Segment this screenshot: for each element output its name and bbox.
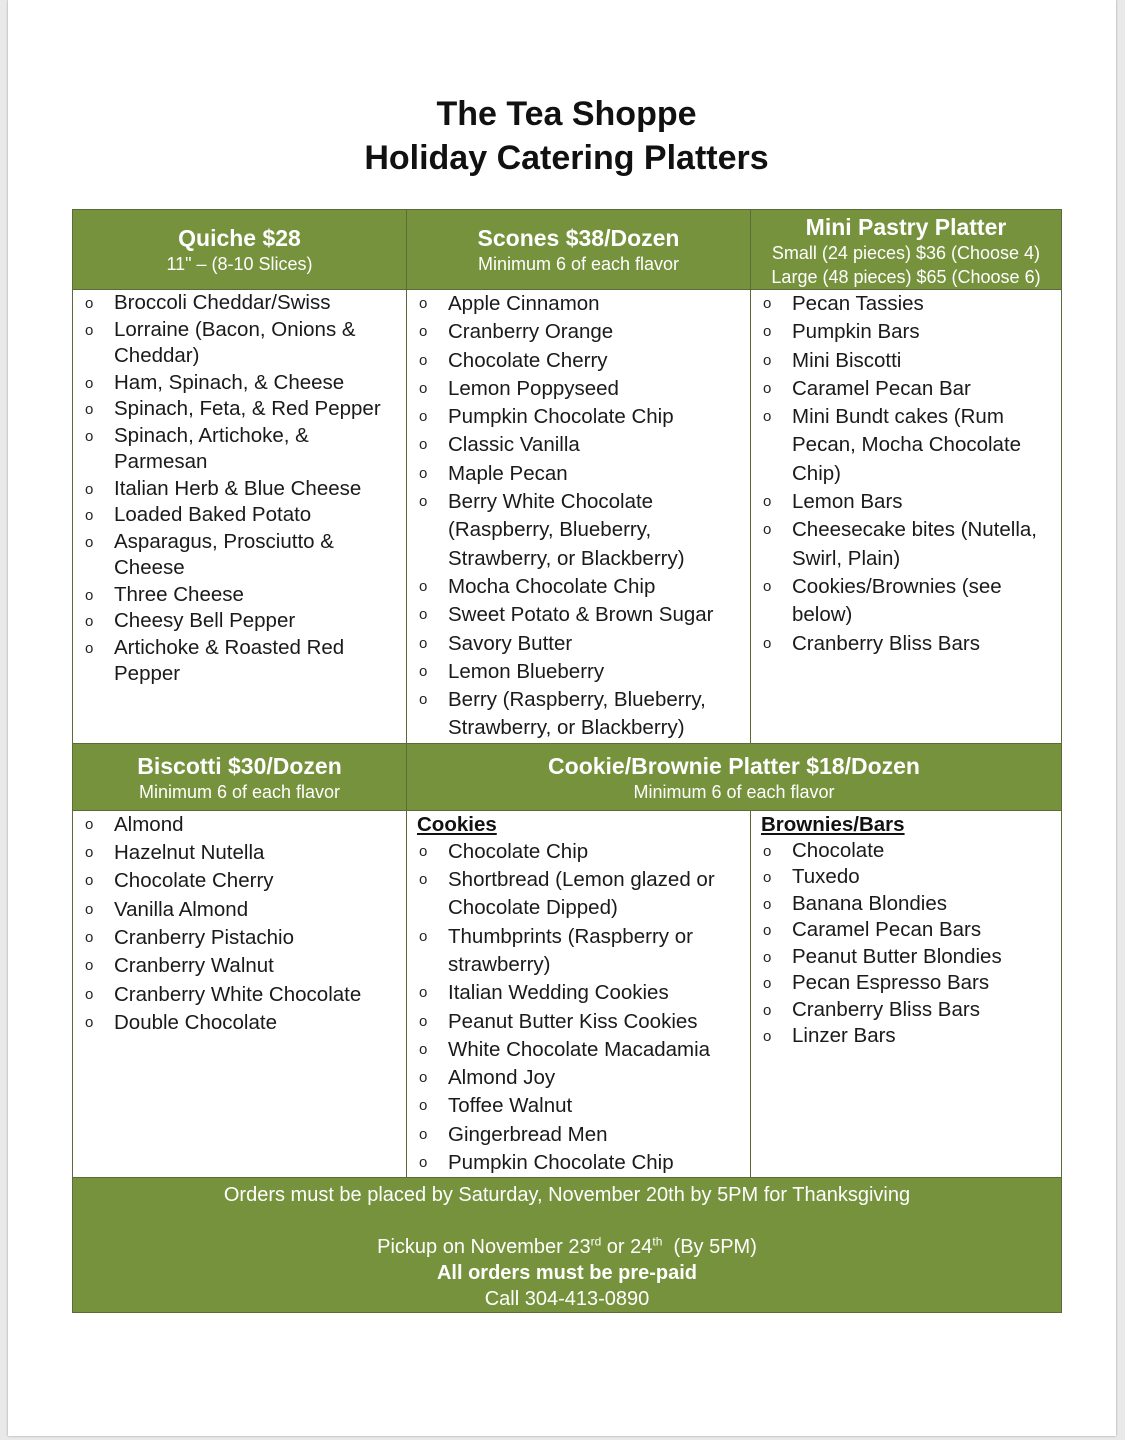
bullet-icon: o bbox=[85, 586, 94, 604]
quiche-cell bbox=[73, 290, 407, 744]
bullet-icon: o bbox=[419, 464, 428, 482]
pickup-sup-th: th bbox=[652, 1234, 663, 1249]
list-item bbox=[417, 318, 746, 346]
mini-pastry-list bbox=[751, 290, 1061, 658]
item-label: Linzer Bars bbox=[792, 1024, 896, 1048]
bullet-icon: o bbox=[419, 927, 428, 945]
item-label: Shortbread (Lemon glazed or Chocolate Dipped) bbox=[448, 868, 715, 920]
biscotti-name: Biscotti $30/Dozen bbox=[137, 752, 342, 779]
item-label: Pecan Espresso Bars bbox=[792, 971, 990, 995]
bullet-icon: o bbox=[763, 521, 772, 539]
list-item bbox=[83, 582, 402, 609]
list-item bbox=[417, 658, 746, 686]
bullet-icon: o bbox=[763, 351, 772, 369]
page-title: Holiday Catering Platters bbox=[364, 139, 769, 177]
item-label: Chocolate Cherry bbox=[114, 869, 274, 893]
item-label: Gingerbread Men bbox=[448, 1122, 608, 1146]
cookie-brownie-name: Cookie/Brownie Platter $18/Dozen bbox=[548, 752, 920, 779]
cookies-cell bbox=[407, 810, 751, 1178]
item-label: Cranberry Walnut bbox=[114, 954, 274, 978]
item-label: Lemon Poppyseed bbox=[448, 376, 619, 400]
list-item bbox=[83, 839, 402, 867]
order-info-footer bbox=[73, 1178, 1062, 1313]
item-label: Lemon Bars bbox=[792, 490, 903, 514]
list-item bbox=[417, 838, 746, 866]
item-label: Double Chocolate bbox=[114, 1010, 277, 1034]
item-label: Mini Biscotti bbox=[792, 348, 902, 372]
list-item bbox=[83, 476, 402, 503]
list-item bbox=[417, 573, 746, 601]
bullet-icon: o bbox=[763, 634, 772, 652]
brownies-label: Brownies/Bars bbox=[761, 812, 905, 836]
bullet-icon: o bbox=[419, 323, 428, 341]
list-item bbox=[83, 529, 402, 582]
list-item bbox=[417, 1092, 746, 1120]
item-label: Italian Herb & Blue Cheese bbox=[114, 476, 362, 500]
list-item bbox=[761, 970, 1057, 997]
list-item bbox=[761, 997, 1057, 1024]
bullet-icon: o bbox=[763, 1028, 772, 1046]
item-label: Artichoke & Roasted Red Pepper bbox=[114, 635, 345, 685]
bullet-icon: o bbox=[85, 613, 94, 630]
list-item bbox=[417, 347, 746, 375]
bullet-icon: o bbox=[419, 408, 428, 426]
list-item bbox=[417, 1121, 746, 1149]
list-item bbox=[83, 317, 402, 370]
list-item bbox=[761, 347, 1057, 375]
bullet-icon: o bbox=[419, 1097, 428, 1115]
item-label: Spinach, Feta, & Red Pepper bbox=[114, 397, 381, 420]
list-item bbox=[761, 944, 1057, 971]
item-label: Asparagus, Prosciutto & Cheese bbox=[114, 529, 334, 579]
cookies-list bbox=[407, 838, 750, 1178]
cookies-label: Cookies bbox=[417, 812, 497, 836]
bullet-icon: o bbox=[85, 957, 94, 975]
bullet-icon: o bbox=[419, 1040, 428, 1058]
bullet-icon: o bbox=[763, 1001, 772, 1019]
bullet-icon: o bbox=[419, 984, 428, 1002]
list-item bbox=[761, 573, 1057, 630]
item-label: Cranberry Orange bbox=[448, 320, 614, 344]
bullet-icon: o bbox=[419, 1125, 428, 1143]
quiche-name: Quiche $28 bbox=[178, 225, 301, 251]
item-label: Caramel Pecan Bar bbox=[792, 376, 971, 400]
list-item bbox=[417, 1064, 746, 1092]
list-item bbox=[83, 290, 402, 317]
bullet-icon: o bbox=[763, 922, 772, 940]
brownies-cell bbox=[751, 810, 1062, 1178]
list-item bbox=[83, 502, 402, 529]
mini-pastry-name: Mini Pastry Platter bbox=[805, 214, 1007, 240]
list-item bbox=[761, 488, 1057, 516]
item-label: Savory Butter bbox=[448, 631, 573, 655]
bullet-icon: o bbox=[85, 295, 94, 312]
list-item bbox=[83, 1009, 402, 1037]
pickup-sup-rd: rd bbox=[590, 1234, 602, 1249]
mini-pastry-cell bbox=[751, 290, 1062, 744]
list-item bbox=[417, 460, 746, 488]
list-item bbox=[417, 686, 746, 743]
quiche-sub: 11" – (8-10 Slices) bbox=[166, 254, 313, 274]
list-item bbox=[417, 866, 746, 923]
bullet-icon: o bbox=[85, 427, 94, 445]
list-item bbox=[761, 838, 1057, 865]
item-label: Pumpkin Bars bbox=[792, 320, 920, 344]
item-label: Tuxedo bbox=[792, 865, 860, 889]
bullet-icon: o bbox=[763, 869, 772, 887]
item-label: Cookies/Brownies (see below) bbox=[792, 574, 1002, 627]
pickup-text-b: or 24 bbox=[601, 1236, 653, 1259]
item-label: Apple Cinnamon bbox=[448, 292, 600, 315]
item-label: Almond Joy bbox=[448, 1066, 556, 1090]
list-item bbox=[417, 488, 746, 573]
list-item bbox=[83, 396, 402, 423]
list-item bbox=[761, 318, 1057, 346]
bullet-icon: o bbox=[85, 815, 94, 833]
item-label: Berry White Chocolate (Raspberry, Blueberry, Strawberry, or Blackberry) bbox=[448, 490, 685, 570]
item-label: Thumbprints (Raspberry or strawberry) bbox=[448, 924, 693, 976]
bullet-icon: o bbox=[763, 577, 772, 595]
item-label: Broccoli Cheddar/Swiss bbox=[114, 291, 331, 314]
mini-pastry-header bbox=[751, 210, 1062, 290]
list-item bbox=[83, 423, 402, 476]
list-item bbox=[83, 608, 402, 635]
biscotti-sub: Minimum 6 of each flavor bbox=[138, 781, 341, 802]
quiche-list bbox=[73, 290, 406, 688]
bullet-icon: o bbox=[419, 379, 428, 397]
mini-pastry-large: Large (48 pieces) $65 (Choose 6) bbox=[771, 267, 1041, 287]
list-item bbox=[83, 952, 402, 980]
bullet-icon: o bbox=[85, 872, 94, 890]
bullet-icon: o bbox=[85, 321, 94, 339]
cookie-brownie-header bbox=[407, 743, 1062, 810]
item-label: Sweet Potato & Brown Sugar bbox=[448, 603, 714, 627]
cookie-brownie-sub: Minimum 6 of each flavor bbox=[633, 781, 835, 802]
item-label: Banana Blondies bbox=[792, 891, 948, 915]
item-label: Cranberry White Chocolate bbox=[114, 982, 362, 1006]
item-label: Maple Pecan bbox=[448, 461, 568, 485]
list-item bbox=[417, 601, 746, 629]
list-item bbox=[417, 979, 746, 1007]
catering-menu-table bbox=[72, 209, 1062, 1313]
list-item bbox=[417, 1036, 746, 1064]
list-item bbox=[417, 1008, 746, 1036]
bullet-icon: o bbox=[419, 295, 428, 312]
bullet-icon: o bbox=[763, 408, 772, 426]
bullet-icon: o bbox=[419, 634, 428, 652]
pickup-text-c: (By 5PM) bbox=[662, 1236, 757, 1259]
bullet-icon: o bbox=[85, 374, 94, 392]
biscotti-header bbox=[73, 743, 407, 810]
item-label: Three Cheese bbox=[114, 582, 244, 606]
list-item bbox=[761, 630, 1057, 658]
list-item bbox=[417, 431, 746, 459]
scones-name: Scones $38/Dozen bbox=[477, 225, 680, 251]
list-item bbox=[761, 917, 1057, 944]
item-label: Pumpkin Chocolate Chip bbox=[448, 405, 674, 429]
bullet-icon: o bbox=[763, 323, 772, 341]
bullet-icon: o bbox=[763, 379, 772, 397]
item-label: Cranberry Pistachio bbox=[114, 925, 295, 949]
list-item bbox=[417, 630, 746, 658]
item-label: Toffee Walnut bbox=[448, 1094, 573, 1118]
item-label: Caramel Pecan Bars bbox=[792, 918, 982, 942]
scones-sub: Minimum 6 of each flavor bbox=[477, 254, 680, 274]
list-item bbox=[83, 370, 402, 397]
scones-header bbox=[407, 210, 751, 290]
item-label: Pumpkin Chocolate Chip bbox=[448, 1151, 674, 1175]
list-item bbox=[761, 1023, 1057, 1050]
bullet-icon: o bbox=[85, 900, 94, 918]
bullet-icon: o bbox=[419, 691, 428, 709]
item-label: Italian Wedding Cookies bbox=[448, 981, 669, 1005]
item-label: Spinach, Artichoke, & Parmesan bbox=[114, 423, 309, 473]
brownies-list bbox=[751, 838, 1061, 1050]
list-item bbox=[83, 981, 402, 1009]
bullet-icon: o bbox=[419, 351, 428, 369]
biscotti-list bbox=[73, 811, 406, 1037]
item-label: White Chocolate Macadamia bbox=[448, 1037, 711, 1061]
bullet-icon: o bbox=[85, 928, 94, 946]
bullet-icon: o bbox=[763, 895, 772, 913]
order-deadline: Orders must be placed by Saturday, November 20th by 5PM for Thanksgiving bbox=[223, 1184, 911, 1207]
list-item bbox=[761, 375, 1057, 403]
bullet-icon: o bbox=[419, 842, 428, 860]
bullet-icon: o bbox=[85, 480, 94, 498]
bullet-icon: o bbox=[85, 533, 94, 551]
mini-pastry-small: Small (24 pieces) $36 (Choose 4) bbox=[771, 243, 1041, 263]
item-label: Mini Bundt cakes (Rum Pecan, Mocha Chocolate Chip) bbox=[792, 405, 1022, 485]
item-label: Lemon Blueberry bbox=[448, 659, 605, 683]
pickup-text-a: Pickup on November 23 bbox=[377, 1236, 591, 1259]
bullet-icon: o bbox=[85, 844, 94, 862]
item-label: Lorraine (Bacon, Onions & Cheddar) bbox=[114, 317, 356, 367]
list-item bbox=[761, 290, 1057, 318]
prepaid-notice: All orders must be pre-paid bbox=[436, 1262, 698, 1285]
item-label: Almond bbox=[114, 812, 184, 836]
bullet-icon: o bbox=[763, 842, 772, 860]
list-item bbox=[417, 375, 746, 403]
shop-title: The Tea Shoppe bbox=[436, 95, 697, 133]
item-label: Chocolate bbox=[792, 838, 885, 862]
list-item bbox=[417, 403, 746, 431]
bullet-icon: o bbox=[419, 1012, 428, 1030]
bullet-icon: o bbox=[763, 295, 772, 312]
item-label: Cheesecake bites (Nutella, Swirl, Plain) bbox=[792, 518, 1037, 570]
bullet-icon: o bbox=[419, 493, 428, 511]
bullet-icon: o bbox=[763, 948, 772, 966]
item-label: Classic Vanilla bbox=[448, 433, 580, 457]
bullet-icon: o bbox=[85, 985, 94, 1003]
bullet-icon: o bbox=[85, 639, 94, 657]
item-label: Cheesy Bell Pepper bbox=[114, 609, 296, 632]
phone-number: Call 304-413-0890 bbox=[484, 1288, 650, 1311]
list-item bbox=[83, 896, 402, 924]
item-label: Peanut Butter Kiss Cookies bbox=[448, 1009, 698, 1033]
list-item bbox=[83, 635, 402, 688]
list-item bbox=[761, 403, 1057, 488]
bullet-icon: o bbox=[85, 1013, 94, 1031]
item-label: Mocha Chocolate Chip bbox=[448, 574, 656, 598]
item-label: Peanut Butter Blondies bbox=[792, 944, 1002, 968]
list-item bbox=[761, 516, 1057, 573]
quiche-header bbox=[73, 210, 407, 290]
list-item bbox=[417, 923, 746, 980]
bullet-icon: o bbox=[419, 1154, 428, 1172]
list-item bbox=[761, 864, 1057, 891]
pickup-info bbox=[73, 1208, 1061, 1260]
scones-list bbox=[407, 290, 750, 743]
item-label: Pecan Tassies bbox=[792, 292, 924, 315]
item-label: Hazelnut Nutella bbox=[114, 841, 265, 865]
bullet-icon: o bbox=[419, 606, 428, 624]
bullet-icon: o bbox=[419, 1069, 428, 1087]
bullet-icon: o bbox=[763, 975, 772, 993]
list-item bbox=[83, 867, 402, 895]
scones-cell bbox=[407, 290, 751, 744]
bullet-icon: o bbox=[85, 401, 94, 418]
list-item bbox=[417, 1149, 746, 1177]
bullet-icon: o bbox=[419, 871, 428, 889]
list-item bbox=[761, 891, 1057, 918]
bullet-icon: o bbox=[419, 577, 428, 595]
item-label: Loaded Baked Potato bbox=[114, 503, 312, 526]
bullet-icon: o bbox=[419, 662, 428, 680]
bullet-icon: o bbox=[419, 436, 428, 454]
item-label: Chocolate Cherry bbox=[448, 348, 608, 372]
item-label: Chocolate Chip bbox=[448, 839, 589, 863]
bullet-icon: o bbox=[85, 507, 94, 524]
list-item bbox=[417, 290, 746, 318]
biscotti-cell bbox=[73, 810, 407, 1178]
item-label: Vanilla Almond bbox=[114, 897, 249, 921]
list-item bbox=[83, 811, 402, 839]
item-label: Cranberry Bliss Bars bbox=[792, 631, 980, 655]
item-label: Berry (Raspberry, Blueberry, Strawberry, or Blackberry) bbox=[448, 688, 706, 740]
bullet-icon: o bbox=[763, 493, 772, 511]
item-label: Ham, Spinach, & Cheese bbox=[114, 370, 345, 394]
list-item bbox=[83, 924, 402, 952]
item-label: Cranberry Bliss Bars bbox=[792, 997, 980, 1021]
